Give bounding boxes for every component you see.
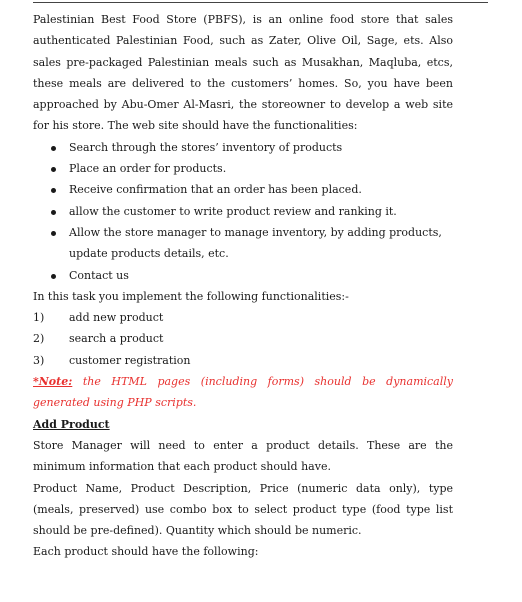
bullet-icon bbox=[51, 188, 56, 193]
tasks-list bbox=[33, 307, 453, 371]
note-label: *Note: bbox=[33, 375, 73, 389]
bullet-icon bbox=[51, 274, 56, 279]
top-rule bbox=[33, 2, 488, 3]
list-number: 1) bbox=[33, 311, 45, 325]
add-product-paragraph-3: Each product should have the following: bbox=[33, 545, 259, 559]
list-label: search a product bbox=[69, 332, 164, 346]
list-item: Allow the store manager to manage inventory, by adding products, update products details, etc. bbox=[33, 222, 453, 265]
bullet-icon bbox=[51, 167, 56, 172]
task-intro: In this task you implement the following functionalities:- bbox=[33, 289, 349, 303]
list-item: Receive confirmation that an order has been placed. bbox=[33, 179, 453, 200]
list-label: add new product bbox=[69, 311, 164, 325]
list-item: allow the customer to write product review and ranking it. bbox=[33, 201, 453, 222]
list-item bbox=[33, 328, 453, 349]
list-item: Place an order for products. bbox=[33, 158, 453, 179]
bullet-icon bbox=[51, 210, 56, 215]
list-item bbox=[33, 350, 453, 371]
document-body bbox=[33, 9, 453, 563]
note-text: the HTML pages (including forms) should be dynamically generated using PHP scripts. bbox=[33, 375, 453, 410]
functionalities-list bbox=[33, 137, 453, 286]
add-product-paragraph-2: Product Name, Product Description, Price (numeric data only), type (meals, preserved) use combo box to select product type (food type list should be pre-defined). Quantity which should be numeric. bbox=[33, 481, 453, 538]
note-paragraph bbox=[33, 371, 453, 414]
intro-paragraph: Palestinian Best Food Store (PBFS), is an online food store that sales authenticated Palestinian Food, such as Zater, Olive Oil, Sage, ets. Also sales pre-packaged Palestinian meals such as Musakhan, Maqluba, etcs, these meals are delivered to the customers’ homes. So, you have been approached by Abu-Omer Al-Masri, the storeowner to develop a web site for his store. The web site should have the functionalities: bbox=[33, 13, 453, 133]
bullet-icon bbox=[51, 146, 56, 151]
list-item: Search through the stores’ inventory of products bbox=[33, 137, 453, 158]
add-product-paragraph-1: Store Manager will need to enter a product details. These are the minimum information that each product should have. bbox=[33, 438, 453, 474]
list-item bbox=[33, 307, 453, 328]
list-number: 2) bbox=[33, 332, 45, 346]
list-item: Contact us bbox=[33, 265, 453, 286]
bullet-icon bbox=[51, 231, 56, 236]
list-number: 3) bbox=[33, 353, 45, 367]
list-label: customer registration bbox=[69, 353, 191, 367]
add-product-heading: Add Product bbox=[33, 417, 110, 431]
